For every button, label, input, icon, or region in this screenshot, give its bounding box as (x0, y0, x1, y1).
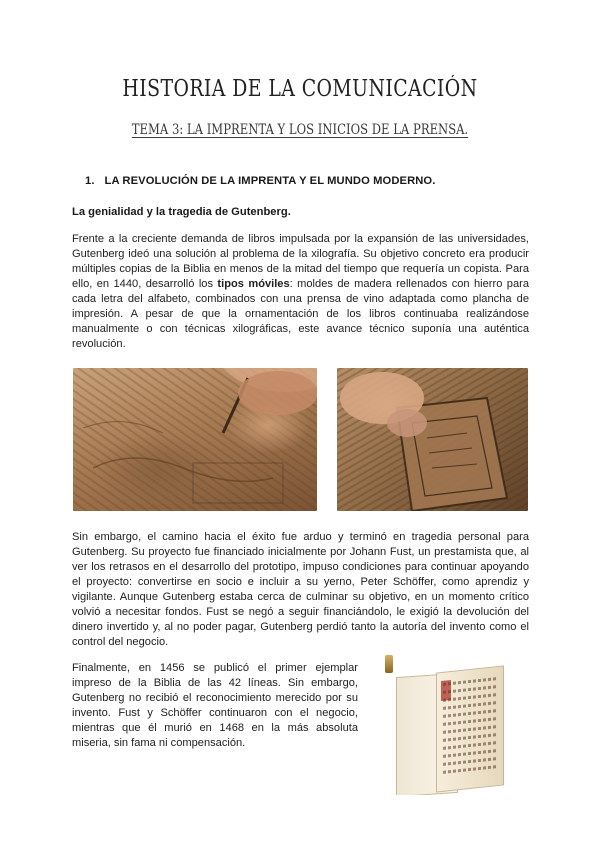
woodcarving-photo-left (73, 368, 317, 511)
woodcarving-photo-right (337, 368, 528, 511)
paragraph-2: Sin embargo, el camino hacia el éxito fue arduo y terminó en tragedia personal para Gutenberg. Su proyecto fue financiado inicialmente por Johann Fust, un prestamista que, al ver los retrasos en el desarrollo del prototipo, impuso condiciones para continuar apoyando el proyecto: convertirse en socio e incluir a su yerno, Peter Schöffer, como aprendiz y vigilante. Aunque Gutenberg estaba cerca de culminar su objetivo, en un momento crítico volvió a necesitar fondos. Fust se negó a seguir financiándolo, le exigió la devolución del dinero invertido y, al no poder pagar, Gutenberg perdió tanto la autoría del invento como el control del negocio. (72, 531, 529, 648)
bible-right-page (436, 665, 504, 792)
paragraph-1 (72, 232, 529, 352)
carved-block-illustration (337, 368, 528, 511)
document-subtitle (42, 122, 558, 138)
paragraph-3: Finalmente, en 1456 se publicó el primer ejemplar impreso de la Biblia de las 42 líneas. Sin embargo, Gutenberg no recibió el reconocimiento merecido por su invento. Fust y Schöffer continuaron con el negocio, mientras que él murió en 1468 en la más absoluta miseria, sin fama ni compensación. (72, 662, 358, 749)
section-heading (85, 175, 435, 187)
section-number: 1. (85, 175, 95, 187)
text-line (443, 741, 497, 750)
subheading: La genialidad y la tragedia de Gutenberg. (72, 206, 291, 218)
subtitle-text: TEMA 3: LA IMPRENTA Y LOS INICIOS DE LA PRENSA. (131, 122, 469, 138)
text-line (443, 701, 497, 710)
text-line (443, 693, 497, 702)
text-line (443, 757, 497, 766)
text-line (443, 749, 497, 758)
section-heading-text: LA REVOLUCIÓN DE LA IMPRENTA Y EL MUNDO MODERNO. (104, 175, 436, 187)
paragraph-1-text-b: : moldes de madera rellenados con hierro para cada letra del alfabeto, combinados con una prensa de vino adaptada como plancha de impresión. A pesar de que la ornamentación de los libros continuaba realizándose manualmente o con técnicas xilográficas, este avance técnico suponía una auténtica revolución. (72, 278, 529, 350)
gutenberg-bible-photo (378, 655, 530, 795)
text-line (443, 685, 497, 694)
text-line (443, 725, 497, 734)
paragraph-1-text-a: Frente a la creciente demanda de libros impulsada por la expansión de las universidades, Gutenberg ideó una solución al problema de la xilografía. Su objetivo concreto era producir múltiples copias de la Biblia en menos de la mitad del tiempo que requería un copista. Para ello, en 1440, desarrolló los (72, 233, 529, 290)
text-line (443, 765, 497, 774)
text-line (443, 733, 497, 742)
text-line (443, 709, 497, 718)
text-line (443, 717, 497, 726)
book-clasp-icon (385, 655, 393, 673)
document-title: HISTORIA DE LA COMUNICACIÓN (122, 76, 478, 102)
carving-hand-illustration (73, 368, 317, 511)
text-line (443, 677, 497, 686)
paragraph-1-bold-term: tipos móviles (217, 278, 290, 290)
